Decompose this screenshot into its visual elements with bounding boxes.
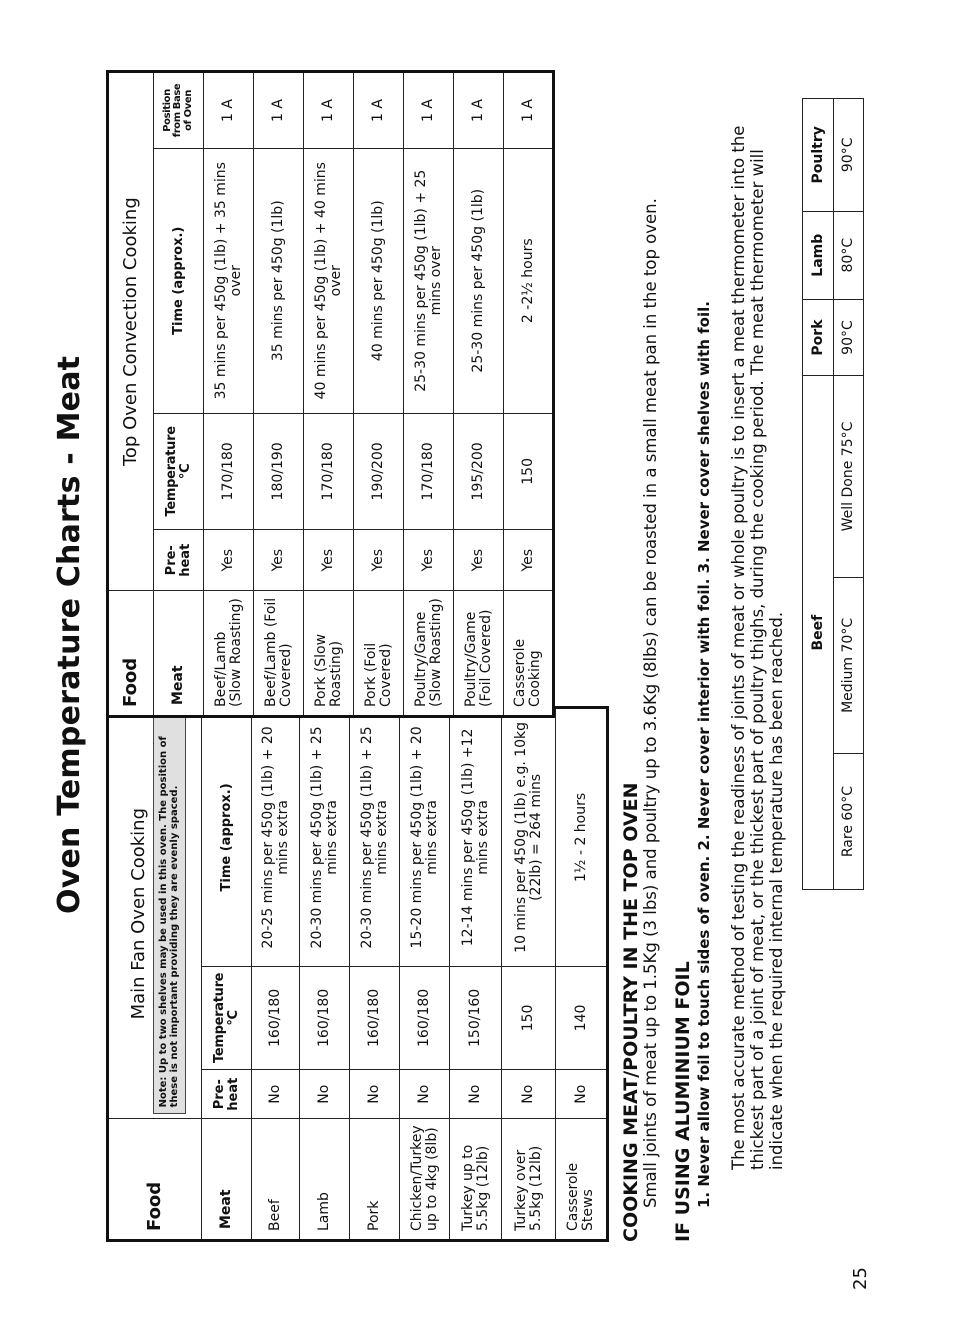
position-cell: 1 A [254, 72, 304, 149]
preheat-cell: No [450, 1070, 502, 1119]
meat-cell: Pork [350, 1119, 400, 1241]
preheat-cell: No [502, 1070, 556, 1119]
position-cell: 1 A [454, 72, 504, 149]
page-title: Oven Temperature Charts - Meat [52, 355, 87, 914]
preheat-cell: Yes [504, 530, 554, 591]
time-cell: 15-20 mins per 450g (1lb) + 20 mins extra [400, 708, 450, 967]
meat-cell: Poultry/Game (Slow Roasting) [404, 591, 454, 717]
temp-cell: 160/180 [252, 966, 300, 1069]
temp-cell: 140 [556, 966, 608, 1069]
time-cell: 12-14 mins per 450g (1lb) +12 mins extra [450, 708, 502, 967]
lamb-temp: 80°C [833, 211, 864, 299]
header-lamb: Lamb [803, 211, 834, 299]
table-row [350, 708, 400, 1241]
time-cell: 1½ - 2 hours [556, 708, 608, 967]
beef-medium: Medium 70°C [833, 577, 864, 753]
poultry-temp: 90°C [833, 99, 864, 212]
header-poultry: Poultry [803, 99, 834, 212]
header-beef: Beef [803, 376, 834, 890]
time-cell: 35 mins per 450g (1lb) [254, 148, 304, 413]
meat-cell: Pork (Slow Roasting) [304, 591, 354, 717]
col-position: Position from Base of Oven [154, 72, 204, 149]
page-number: 25 [850, 1267, 871, 1290]
beef-well-done: Well Done 75°C [833, 376, 864, 577]
time-cell: 20-30 mins per 450g (1lb) + 25 mins extra [300, 708, 350, 967]
preheat-cell: Yes [254, 530, 304, 591]
cooking-top-oven-text: Small joints of meat up to 1.5Kg (3 lbs) and poultry up to 3.6Kg (8lbs) can be roasted in a small meat pan in the top oven. [641, 198, 660, 1208]
position-cell: 1 A [354, 72, 404, 149]
preheat-cell: Yes [454, 530, 504, 591]
temp-cell: 190/200 [354, 413, 404, 530]
col-meat: Meat [154, 591, 204, 717]
meat-cell: Turkey over 5.5kg (12lb) [502, 1119, 556, 1241]
table-row [354, 72, 404, 717]
table-row [252, 708, 300, 1241]
table-row [300, 708, 350, 1241]
table-row [502, 708, 556, 1241]
position-cell: 1 A [204, 72, 254, 149]
food-header: Food [108, 1119, 202, 1241]
meat-cell: Casserole Stews [556, 1119, 608, 1241]
preheat-cell: Yes [354, 530, 404, 591]
preheat-cell: Yes [404, 530, 454, 591]
col-meat: Meat [202, 1119, 252, 1241]
table-row [450, 708, 502, 1241]
meat-cell: Beef/Lamb (Foil Covered) [254, 591, 304, 717]
beef-rare: Rare 60°C [833, 754, 864, 890]
main-fan-section-title: Main Fan Oven Cooking [128, 807, 150, 1020]
temp-cell: 160/180 [400, 966, 450, 1069]
time-cell: 25-30 mins per 450g (1lb) [454, 148, 504, 413]
position-cell: 1 A [404, 72, 454, 149]
temp-cell: 150 [502, 966, 556, 1069]
temp-cell: 160/180 [350, 966, 400, 1069]
preheat-cell: No [556, 1070, 608, 1119]
temp-cell: 160/180 [300, 966, 350, 1069]
time-cell: 25-30 mins per 450g (1lb) + 25 mins over [404, 148, 454, 413]
foil-rules: 1. Never allow foil to touch sides of oven. 2. Never cover interior with foil. 3. Never cover shelves with foil. [695, 301, 713, 1208]
preheat-cell: No [252, 1070, 300, 1119]
time-cell: 10 mins per 450g (1lb) e.g. 10kg (22lb) = 264 mins [502, 708, 556, 967]
temp-cell: 150/160 [450, 966, 502, 1069]
table-row [404, 72, 454, 717]
cooking-top-oven-heading: COOKING MEAT/POULTRY IN THE TOP OVEN [620, 782, 642, 1242]
temp-cell: 150 [504, 413, 554, 530]
col-time: Time (approx.) [154, 148, 204, 413]
table-row [304, 72, 354, 717]
temp-cell: 180/190 [254, 413, 304, 530]
temp-cell: 170/180 [304, 413, 354, 530]
temp-cell: 170/180 [204, 413, 254, 530]
preheat-cell: No [300, 1070, 350, 1119]
shelf-note: Note: Up to two shelves may be used in this oven. The position of these is not important providing they are evenly spaced. [153, 713, 186, 1114]
col-preheat: Pre-heat [202, 1070, 252, 1119]
preheat-cell: No [350, 1070, 400, 1119]
table-row [454, 72, 504, 717]
meat-cell: Pork (Foil Covered) [354, 591, 404, 717]
col-time: Time (approx.) [202, 708, 252, 967]
pork-temp: 90°C [833, 299, 864, 375]
meat-cell: Beef/Lamb (Slow Roasting) [204, 591, 254, 717]
meat-cell: Lamb [300, 1119, 350, 1241]
temp-cell: 170/180 [404, 413, 454, 530]
col-temperature: Temperature °C [202, 966, 252, 1069]
meat-cell: Casserole Cooking [504, 591, 554, 717]
table-row [254, 72, 304, 717]
preheat-cell: Yes [304, 530, 354, 591]
internal-temperature-table [802, 98, 864, 890]
preheat-cell: No [400, 1070, 450, 1119]
col-temperature: Temperature °C [154, 413, 204, 530]
meat-cell: Turkey up to 5.5kg (12lb) [450, 1119, 502, 1241]
table-row [504, 72, 554, 717]
time-cell: 40 mins per 450g (1lb) [354, 148, 404, 413]
table-row [556, 708, 608, 1241]
temp-cell: 195/200 [454, 413, 504, 530]
top-oven-table [106, 70, 555, 718]
meat-cell: Chicken/Turkey up to 4kg (8lb) [400, 1119, 450, 1241]
thermometer-text: The most accurate method of testing the readiness of joints of meat or whole poultry is to insert a meat thermometer into the thickest part of a joint of meat, or the thickest part of poultry thighs, during the cooking period. The meat thermometer will indicate when the required internal temperature has been reached. [729, 125, 786, 1170]
col-preheat: Pre-heat [154, 530, 204, 591]
time-cell: 2 -2½ hours [504, 148, 554, 413]
table-row [204, 72, 254, 717]
time-cell: 20-30 mins per 450g (1lb) + 25 mins extra [350, 708, 400, 967]
table-row [400, 708, 450, 1241]
header-pork: Pork [803, 299, 834, 375]
meat-cell: Beef [252, 1119, 300, 1241]
position-cell: 1 A [304, 72, 354, 149]
top-oven-section-title: Top Oven Convection Cooking [108, 72, 154, 591]
food-header: Food [108, 591, 154, 717]
time-cell: 35 mins per 450g (1lb) + 35 mins over [204, 148, 254, 413]
main-fan-oven-table [106, 706, 609, 1242]
meat-cell: Poultry/Game (Foil Covered) [454, 591, 504, 717]
aluminium-foil-heading: IF USING ALUMINIUM FOIL [672, 961, 694, 1242]
preheat-cell: Yes [204, 530, 254, 591]
time-cell: 40 mins per 450g (1lb) + 40 mins over [304, 148, 354, 413]
position-cell: 1 A [504, 72, 554, 149]
time-cell: 20-25 mins per 450g (1lb) + 20 mins extra [252, 708, 300, 967]
